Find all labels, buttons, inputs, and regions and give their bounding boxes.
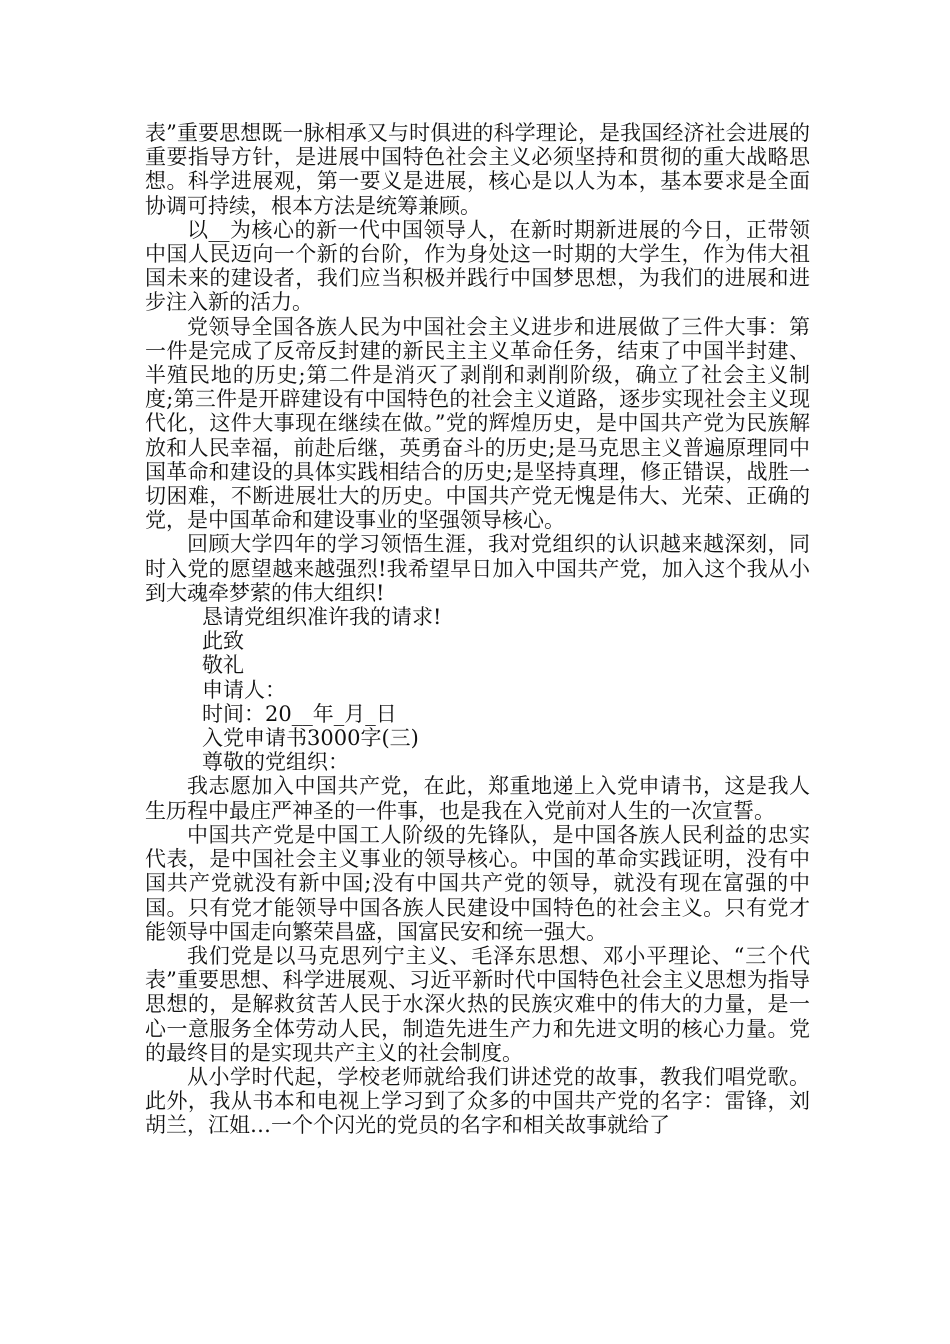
- paragraph-childhood: 从小学时代起，学校老师就给我们讲述党的故事，教我们唱党歌。此外，我从书本和电视上学习到了众多的中国共产党的名字：雷锋，刘胡兰，江姐…一个个闪光的党员的名字和相关故事就给了: [145, 1064, 810, 1138]
- section-title: 入党申请书3000字(三): [202, 726, 419, 751]
- salutation-cizhi: 此致: [202, 629, 244, 654]
- applicant-label: 申请人：: [202, 677, 286, 702]
- paragraph-new-leadership: 以__为核心的新一代中国领导人，在新时期新进展的今日，正带领中国人民迈向一个新的台阶，作为身处这一时期的大学生，作为伟大祖国未来的建设者，我们应当积极并践行中国梦思想，为我们的进展和进步注入新的活力。: [145, 217, 810, 315]
- paragraph-guiding-thought: 我们党是以马克思列宁主义、毛泽东思想、邓小平理论、“三个代表”重要思想、科学进展观、习近平新时代中国特色社会主义思想为指导思想的，是解救贫苦人民于水深火热的民族灾难中的伟大的力量，是一心一意服务全体劳动人民，制造先进生产力和先进文明的核心力量。党的最终目的是实现共产主义的社会制度。: [145, 943, 810, 1065]
- paragraph-university-review: 回顾大学四年的学习领悟生涯，我对党组织的认识越来越深刻，同时入党的愿望越来越强烈!我希望早日加入中国共产党，加入这个我从小到大魂牵梦萦的伟大组织!: [145, 532, 810, 605]
- paragraph-oath: 我志愿加入中国共产党，在此，郑重地递上入党申请书，这是我人生历程中最庄严神圣的一件事，也是我在入党前对人生的一次宣誓。: [145, 774, 810, 823]
- paragraph-continued-theory: 表”重要思想既一脉相承又与时俱进的科学理论，是我国经济社会进展的重要指导方针，是进展中国特色社会主义必须坚持和贯彻的重大战略思想。科学进展观，第一要义是进展，核心是以人为本，基本要求是全面协调可持续，根本方法是统筹兼顾。: [145, 121, 810, 218]
- date-line: 时间：20__年_月_日: [202, 701, 397, 726]
- request-line: 恳请党组织准许我的请求!: [202, 605, 442, 630]
- document-body: [145, 121, 810, 1138]
- paragraph-party-vanguard: 中国共产党是中国工人阶级的先锋队，是中国各族人民利益的忠实代表，是中国社会主义事业的领导核心。中国的革命实践证明，没有中国共产党就没有新中国;没有中国共产党的领导，就没有现在富强的中国。只有党才能领导中国各族人民建设中国特色的社会主义。只有党才能领导中国走向繁荣昌盛，国富民安和统一强大。: [145, 822, 810, 944]
- greeting: 尊敬的党组织：: [202, 750, 349, 775]
- salutation-jingli: 敬礼: [202, 653, 244, 678]
- paragraph-three-great-events: 党领导全国各族人民为中国社会主义进步和进展做了三件大事：第一件是完成了反帝反封建的新民主主义革命任务，结束了中国半封建、半殖民地的历史;第二件是消灭了剥削和剥削阶级，确立了社会主义制度;第三件是开辟建设有中国特色的社会主义道路，逐步实现社会主义现代化，这件大事现在继续在做。”党的辉煌历史，是中国共产党为民族解放和人民幸福，前赴后继，英勇奋斗的历史;是马克思主义普遍原理同中国革命和建设的具体实践相结合的历史;是坚持真理，修正错误，战胜一切困难，不断进展壮大的历史。中国共产党无愧是伟大、光荣、正确的党，是中国革命和建设事业的坚强领导核心。: [145, 314, 810, 533]
